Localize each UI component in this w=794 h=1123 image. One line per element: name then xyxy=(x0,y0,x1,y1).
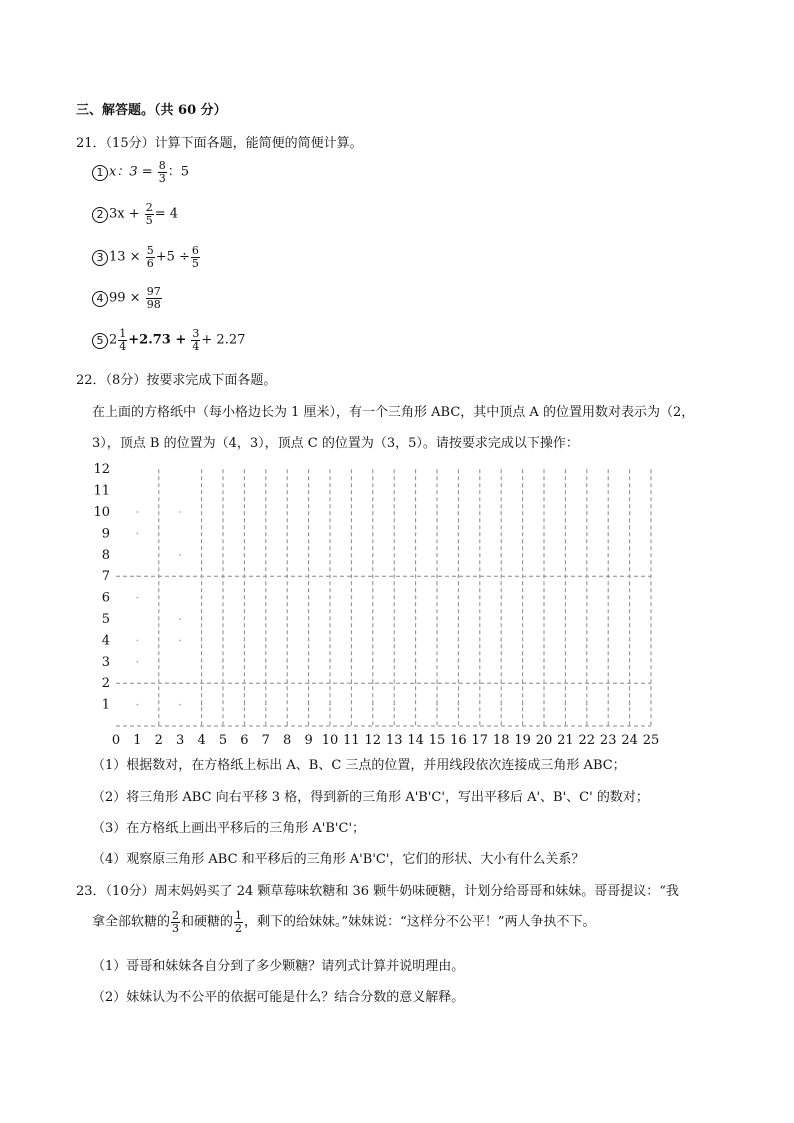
q23-sub-1: （1）哥哥和妹妹各自分到了多少颗糖？请列式计算并说明理由。 xyxy=(92,959,465,974)
grid-dot xyxy=(222,682,224,684)
y-tick-label: 8 xyxy=(101,547,110,563)
x-tick-label: 11 xyxy=(343,733,360,748)
grid-dot xyxy=(436,704,438,706)
grid-dot xyxy=(351,682,353,684)
grid-dot xyxy=(522,704,524,706)
grid-dot xyxy=(244,704,246,706)
q21-item-3 xyxy=(92,245,201,270)
grid-dot xyxy=(479,533,481,535)
grid-dot xyxy=(607,533,609,535)
grid-dot xyxy=(436,682,438,684)
grid-dot xyxy=(415,597,417,599)
grid-dot xyxy=(201,661,203,663)
grid-dot xyxy=(393,575,395,577)
grid-dot xyxy=(137,661,139,663)
q22-sub-3: （3）在方格纸上画出平移后的三角形 A'B'C'； xyxy=(92,821,366,836)
coordinate-grid xyxy=(80,460,680,750)
x-tick-label: 18 xyxy=(492,733,510,748)
q21-item-1-fraction: $\frac{8}{3}$ xyxy=(158,159,166,185)
grid-dot xyxy=(265,511,267,513)
grid-dot xyxy=(329,575,331,577)
grid-dot xyxy=(286,533,288,535)
grid-dot xyxy=(565,618,567,620)
grid-dot xyxy=(308,511,310,513)
x-tick-label: 4 xyxy=(197,733,206,748)
section-heading: 三、解答题。（共 60 分） xyxy=(76,103,227,118)
grid-dot xyxy=(479,554,481,556)
x-tick-label: 17 xyxy=(471,733,489,748)
grid-dot xyxy=(201,511,203,513)
y-tick-label: 12 xyxy=(93,462,110,478)
grid-dot xyxy=(607,597,609,599)
grid-dots xyxy=(137,511,631,705)
q22-sub-1: （1）根据数对，在方格纸上标出 A、B、C 三点的位置，并用线段依次连接成三角形 ABC； xyxy=(92,758,626,773)
grid-dot xyxy=(543,661,545,663)
grid-dot xyxy=(179,704,181,706)
grid-dot xyxy=(629,575,631,577)
q21-item-4-fraction: $\frac{97}{98}$ xyxy=(146,285,161,311)
grid-dot xyxy=(329,533,331,535)
grid-dot xyxy=(565,640,567,642)
grid-dot xyxy=(415,618,417,620)
x-tick-label: 10 xyxy=(321,733,339,748)
grid-dot xyxy=(265,597,267,599)
q23-text-c: ，剩下的给妹妹。”妹妹说：“这样分不公平！”两人争执不下。 xyxy=(244,914,596,930)
circle-number-3: 3 xyxy=(92,250,108,266)
grid-dot xyxy=(158,597,160,599)
q23-sub-2: （2）妹妹认为不公平的依据可能是什么？结合分数的意义解释。 xyxy=(92,990,465,1005)
grid-dot xyxy=(629,511,631,513)
q21-item-5-fraction-b: $\frac{3}{4}$ xyxy=(192,327,200,353)
grid-dot xyxy=(458,533,460,535)
grid-dot xyxy=(286,618,288,620)
grid-dot xyxy=(543,533,545,535)
grid-dot xyxy=(607,682,609,684)
grid-dot xyxy=(586,661,588,663)
grid-dot xyxy=(500,575,502,577)
y-tick-label: 1 xyxy=(101,697,110,713)
grid-dot xyxy=(179,511,181,513)
grid-dot xyxy=(137,575,139,577)
grid-dot xyxy=(329,704,331,706)
grid-dot xyxy=(372,704,374,706)
grid-dot xyxy=(607,661,609,663)
q21-item-4 xyxy=(92,286,163,311)
grid-dot xyxy=(500,511,502,513)
grid-dot xyxy=(458,511,460,513)
grid-dot xyxy=(565,554,567,556)
grid-dot xyxy=(329,597,331,599)
grid-dot xyxy=(479,661,481,663)
grid-dot xyxy=(522,511,524,513)
grid-dot xyxy=(286,597,288,599)
x-axis-labels xyxy=(112,733,659,748)
grid-dot xyxy=(351,597,353,599)
q21-item-5 xyxy=(92,328,245,353)
grid-dot xyxy=(436,575,438,577)
grid-dot xyxy=(372,511,374,513)
q21-stem: 21．（15分）计算下面各题，能简便的简便计算。 xyxy=(76,136,363,151)
grid-dot xyxy=(351,661,353,663)
grid-dot xyxy=(565,511,567,513)
q23-fraction-b: $\frac{1}{2}$ xyxy=(235,909,243,935)
circle-number-1: 1 xyxy=(92,165,108,181)
grid-dot xyxy=(222,661,224,663)
grid-dot xyxy=(158,661,160,663)
grid-dot xyxy=(415,533,417,535)
grid-dot xyxy=(351,554,353,556)
grid-dot xyxy=(522,661,524,663)
grid-dot xyxy=(543,597,545,599)
grid-dot xyxy=(265,640,267,642)
grid-dot xyxy=(329,661,331,663)
grid-dot xyxy=(351,533,353,535)
x-tick-label: 3 xyxy=(176,733,185,748)
grid-dot xyxy=(415,682,417,684)
grid-dot xyxy=(629,682,631,684)
grid-dot xyxy=(265,575,267,577)
grid-dot xyxy=(629,618,631,620)
x-tick-label: 19 xyxy=(514,733,531,748)
q21-item-2 xyxy=(92,202,178,227)
x-tick-label: 25 xyxy=(642,733,660,748)
grid-dot xyxy=(351,618,353,620)
grid-dot xyxy=(500,554,502,556)
grid-dot xyxy=(158,618,160,620)
grid-dot xyxy=(586,597,588,599)
grid-dot xyxy=(372,640,374,642)
grid-dot xyxy=(179,640,181,642)
grid-dot xyxy=(458,661,460,663)
grid-dot xyxy=(137,533,139,535)
grid-dot xyxy=(265,661,267,663)
grid-dot xyxy=(244,554,246,556)
grid-dot xyxy=(372,554,374,556)
grid-dot xyxy=(586,533,588,535)
grid-dot xyxy=(393,704,395,706)
q22-sub-2: （2）将三角形 ABC 向右平移 3 格，得到新的三角形 A'B'C'，写出平移后 A'、B'、C' 的数对； xyxy=(92,790,649,805)
grid-dot xyxy=(308,704,310,706)
grid-dot xyxy=(201,575,203,577)
grid-dot xyxy=(393,640,395,642)
q23-line-2 xyxy=(92,910,595,935)
grid-dot xyxy=(522,533,524,535)
x-tick-label: 13 xyxy=(385,733,403,748)
q22-stem: 22．（8分）按要求完成下面各题。 xyxy=(76,373,277,388)
y-axis-labels xyxy=(93,462,110,712)
y-tick-label: 3 xyxy=(101,654,110,670)
grid-dot xyxy=(458,640,460,642)
grid-dot xyxy=(265,533,267,535)
circle-number-4: 4 xyxy=(92,291,108,307)
grid-dot xyxy=(286,554,288,556)
grid-dot xyxy=(565,704,567,706)
grid-dot xyxy=(244,682,246,684)
grid-dot xyxy=(607,554,609,556)
q21-item-2-post: = 4 xyxy=(154,206,179,222)
grid-dot xyxy=(244,511,246,513)
grid-dot xyxy=(436,640,438,642)
q21-item-3-fraction-b: $\frac{6}{5}$ xyxy=(191,244,199,270)
grid-dot xyxy=(286,682,288,684)
y-tick-label: 2 xyxy=(101,676,110,692)
grid-dot xyxy=(586,640,588,642)
grid-dot xyxy=(244,575,246,577)
grid-dot xyxy=(479,597,481,599)
x-tick-label: 7 xyxy=(261,733,270,748)
grid-dot xyxy=(522,575,524,577)
q21-item-2-pre: 3x + xyxy=(109,206,140,222)
grid-dot xyxy=(137,640,139,642)
grid-dot xyxy=(393,597,395,599)
grid-dot xyxy=(158,533,160,535)
grid-dot xyxy=(308,682,310,684)
grid-dot xyxy=(436,618,438,620)
grid-dot xyxy=(543,554,545,556)
grid-dot xyxy=(329,640,331,642)
y-tick-label: 5 xyxy=(101,612,110,627)
x-tick-label: 14 xyxy=(407,733,424,748)
grid-dot xyxy=(629,554,631,556)
grid-dot xyxy=(586,704,588,706)
x-tick-label: 1 xyxy=(133,733,142,748)
grid-dot xyxy=(500,682,502,684)
grid-dot xyxy=(458,575,460,577)
x-tick-label: 22 xyxy=(578,733,596,748)
grid-dot xyxy=(479,682,481,684)
q23-stem: 23．（10分）周末妈妈买了 24 颗草莓味软糖和 36 颗牛奶味硬糖，计划分给哥哥和妹妹。哥哥提议：“我 xyxy=(76,884,679,899)
x-tick-label: 8 xyxy=(283,733,292,748)
q21-item-5-pre: 2 xyxy=(109,332,118,348)
x-tick-label: 9 xyxy=(304,733,313,748)
grid-dot xyxy=(607,618,609,620)
q22-paragraph-1: 在上面的方格纸中（每小格边长为 1 厘米），有一个三角形 ABC，其中顶点 A 的位置用数对表示为（2， xyxy=(92,405,695,420)
grid-dot xyxy=(308,554,310,556)
grid-dot xyxy=(179,575,181,577)
grid-dot xyxy=(565,575,567,577)
x-tick-label: 6 xyxy=(240,733,249,748)
grid-dot xyxy=(179,554,181,556)
x-tick-label: 0 xyxy=(111,733,121,748)
grid-dot xyxy=(436,554,438,556)
grid-dot xyxy=(137,511,139,513)
grid-dot xyxy=(201,640,203,642)
q21-item-4-pre: 99 × xyxy=(109,290,141,306)
grid-dot xyxy=(565,682,567,684)
grid-dot xyxy=(222,618,224,620)
q21-item-2-fraction: $\frac{2}{5}$ xyxy=(145,201,153,227)
x-tick-label: 21 xyxy=(557,733,574,748)
grid-dot xyxy=(222,597,224,599)
grid-dot xyxy=(629,640,631,642)
grid-dot xyxy=(629,704,631,706)
x-tick-label: 16 xyxy=(450,733,467,748)
grid-dot xyxy=(158,682,160,684)
grid-dot xyxy=(244,640,246,642)
grid-dot xyxy=(372,618,374,620)
grid-dot xyxy=(372,575,374,577)
grid-dot xyxy=(244,618,246,620)
grid-dot xyxy=(308,640,310,642)
q21-item-5-post: + 2.27 xyxy=(201,332,246,348)
circle-number-2: 2 xyxy=(92,207,108,223)
x-tick-label: 24 xyxy=(621,733,638,748)
grid-dot xyxy=(436,511,438,513)
grid-dot xyxy=(308,618,310,620)
grid-dot xyxy=(137,597,139,599)
q23-fraction-a: $\frac{2}{3}$ xyxy=(172,909,180,935)
grid-dot xyxy=(372,682,374,684)
grid-dot xyxy=(158,554,160,556)
grid-dot xyxy=(137,704,139,706)
grid-dot xyxy=(201,533,203,535)
circle-number-5: 5 xyxy=(92,333,108,349)
grid-dot xyxy=(222,554,224,556)
y-tick-label: 9 xyxy=(101,526,110,542)
grid-dot xyxy=(522,597,524,599)
grid-dot xyxy=(586,511,588,513)
grid-dot xyxy=(543,618,545,620)
grid-dot xyxy=(522,640,524,642)
grid-dot xyxy=(543,682,545,684)
grid-dot xyxy=(308,575,310,577)
grid-dot xyxy=(222,533,224,535)
x-tick-label: 15 xyxy=(428,733,446,748)
grid-dot xyxy=(179,682,181,684)
q21-item-3-mid: +5 ÷ xyxy=(155,249,190,265)
x-tick-label: 12 xyxy=(364,733,382,748)
grid-dot xyxy=(329,511,331,513)
grid-dot xyxy=(179,618,181,620)
grid-dot xyxy=(500,640,502,642)
q22-sub-4: （4）观察原三角形 ABC 和平移后的三角形 A'B'C'，它们的形状、大小有什么关系？ xyxy=(92,852,585,867)
grid-dot xyxy=(265,704,267,706)
y-tick-label: 7 xyxy=(101,569,110,585)
grid-dot xyxy=(286,661,288,663)
x-tick-label: 5 xyxy=(218,733,228,748)
grid-dot xyxy=(458,704,460,706)
grid-dot xyxy=(586,575,588,577)
y-tick-label: 10 xyxy=(93,505,110,520)
q21-item-1-post: ：5 xyxy=(167,164,190,180)
q21-item-3-pre: 13 × xyxy=(109,249,141,265)
grid-dot xyxy=(415,661,417,663)
q21-item-3-fraction-a: $\frac{5}{6}$ xyxy=(146,244,154,270)
grid-dot xyxy=(393,661,395,663)
y-tick-label: 11 xyxy=(93,483,110,499)
grid-dot xyxy=(201,704,203,706)
grid-dot xyxy=(500,618,502,620)
q21-item-5-mid: +2.73 + xyxy=(128,332,187,348)
grid-dot xyxy=(415,554,417,556)
x-tick-label: 20 xyxy=(535,733,553,748)
grid-dot xyxy=(479,618,481,620)
grid-dot xyxy=(500,704,502,706)
grid-dot xyxy=(393,533,395,535)
x-tick-label: 2 xyxy=(154,733,163,748)
grid-lines xyxy=(116,469,651,726)
q21-item-5-fraction-a: $\frac{1}{4}$ xyxy=(119,327,127,353)
grid-dot xyxy=(458,597,460,599)
q22-paragraph-2: 3），顶点 B 的位置为（4，3），顶点 C 的位置为（3，5）。请按要求完成以下操作： xyxy=(92,436,579,451)
q21-item-1 xyxy=(92,160,189,185)
y-tick-label: 6 xyxy=(101,590,110,606)
y-tick-label: 4 xyxy=(101,633,110,649)
q21-item-1-pre: x：3 = xyxy=(109,164,153,180)
grid-dot xyxy=(201,597,203,599)
grid-dot xyxy=(393,511,395,513)
q23-text-b: 和硬糖的 xyxy=(181,914,234,930)
x-tick-label: 23 xyxy=(599,733,617,748)
q23-text-a: 拿全部软糖的 xyxy=(92,914,171,930)
